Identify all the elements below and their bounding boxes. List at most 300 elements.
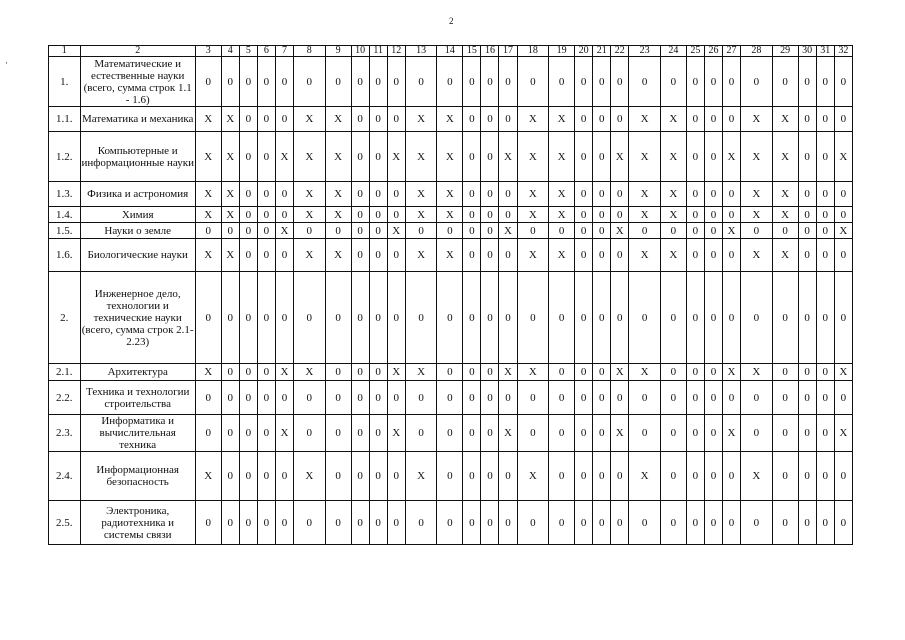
table-cell: 0 [549, 364, 575, 381]
table-cell: 0 [575, 452, 593, 501]
table-cell: X [325, 132, 351, 182]
table-cell: 0 [405, 272, 437, 364]
table-cell: 0 [798, 415, 816, 452]
table-cell: 0 [437, 381, 463, 415]
table-cell: 0 [294, 272, 326, 364]
table-cell: 0 [575, 223, 593, 239]
table-cell: X [405, 207, 437, 223]
table-cell: 0 [221, 272, 239, 364]
table-cell: 0 [549, 501, 575, 545]
table-cell: 0 [593, 207, 611, 223]
table-cell: 0 [660, 501, 686, 545]
table-cell: 0 [257, 452, 275, 501]
table-cell: X [405, 239, 437, 272]
column-header: 4 [221, 46, 239, 57]
table-cell: 0 [463, 381, 481, 415]
table-cell: X [660, 239, 686, 272]
table-cell: X [294, 132, 326, 182]
column-header: 20 [575, 46, 593, 57]
table-cell: X [629, 107, 661, 132]
row-name: Инженерное дело, технологии и технические науки (всего, сумма строк 2.1-2.23) [80, 272, 195, 364]
column-header: 31 [816, 46, 834, 57]
table-cell: 0 [239, 364, 257, 381]
table-cell: X [195, 182, 221, 207]
table-cell: 0 [660, 452, 686, 501]
table-cell: 0 [195, 57, 221, 107]
table-cell: 0 [798, 182, 816, 207]
table-cell: 0 [741, 501, 773, 545]
table-cell: 0 [294, 223, 326, 239]
table-cell: 0 [723, 272, 741, 364]
table-cell: 0 [325, 415, 351, 452]
row-code: 1.1. [49, 107, 81, 132]
table-cell: 0 [351, 57, 369, 107]
table-cell: 0 [351, 381, 369, 415]
table-cell: 0 [704, 239, 722, 272]
table-row [49, 452, 853, 501]
table-cell: 0 [387, 239, 405, 272]
table-cell: 0 [593, 272, 611, 364]
table-cell: X [387, 364, 405, 381]
table-cell: X [517, 107, 549, 132]
table-cell: 0 [387, 452, 405, 501]
table-cell: 0 [195, 415, 221, 452]
table-cell: 0 [611, 182, 629, 207]
table-cell: X [325, 107, 351, 132]
column-header: 9 [325, 46, 351, 57]
table-cell: 0 [686, 452, 704, 501]
table-cell: 0 [593, 501, 611, 545]
table-cell: 0 [723, 452, 741, 501]
table-cell: 0 [575, 381, 593, 415]
column-header: 6 [257, 46, 275, 57]
table-cell: 0 [629, 501, 661, 545]
table-cell: 0 [369, 107, 387, 132]
table-cell: 0 [660, 381, 686, 415]
table-cell: 0 [704, 501, 722, 545]
row-code: 2.2. [49, 381, 81, 415]
table-cell: 0 [704, 381, 722, 415]
table-cell: 0 [195, 223, 221, 239]
table-cell: 0 [575, 501, 593, 545]
table-cell: 0 [723, 381, 741, 415]
table-cell: 0 [686, 415, 704, 452]
table-cell: 0 [660, 415, 686, 452]
table-cell: X [517, 207, 549, 223]
table-cell: X [405, 107, 437, 132]
table-cell: 0 [704, 107, 722, 132]
table-cell: 0 [834, 182, 852, 207]
table-cell: 0 [816, 364, 834, 381]
table-cell: 0 [798, 132, 816, 182]
table-cell: 0 [405, 57, 437, 107]
table-cell: 0 [481, 57, 499, 107]
table-cell: 0 [499, 207, 517, 223]
row-code: 2. [49, 272, 81, 364]
column-header: 18 [517, 46, 549, 57]
table-cell: 0 [239, 107, 257, 132]
column-header: 21 [593, 46, 611, 57]
table-cell: 0 [660, 223, 686, 239]
table-cell: 0 [816, 132, 834, 182]
table-cell: 0 [387, 207, 405, 223]
table-cell: 0 [294, 501, 326, 545]
column-header: 2 [80, 46, 195, 57]
table-cell: X [275, 364, 293, 381]
table-row [49, 107, 853, 132]
row-name: Электроника, радиотехника и системы связи [80, 501, 195, 545]
table-row [49, 501, 853, 545]
table-cell: 0 [239, 223, 257, 239]
table-cell: 0 [463, 107, 481, 132]
column-header: 24 [660, 46, 686, 57]
table-cell: X [325, 182, 351, 207]
table-cell: 0 [772, 452, 798, 501]
table-cell: X [611, 132, 629, 182]
table-cell: 0 [575, 272, 593, 364]
table-cell: 0 [834, 239, 852, 272]
table-cell: 0 [575, 415, 593, 452]
header-row [49, 46, 853, 57]
table-cell: 0 [611, 452, 629, 501]
table-cell: 0 [816, 415, 834, 452]
table-cell: X [517, 364, 549, 381]
table-cell: 0 [325, 364, 351, 381]
table-cell: 0 [481, 182, 499, 207]
table-row [49, 57, 853, 107]
table-cell: 0 [834, 107, 852, 132]
table-cell: 0 [463, 415, 481, 452]
table-cell: 0 [221, 381, 239, 415]
table-cell: 0 [369, 452, 387, 501]
table-cell: 0 [437, 415, 463, 452]
table-cell: 0 [275, 182, 293, 207]
table-cell: 0 [686, 107, 704, 132]
table-cell: X [195, 132, 221, 182]
table-cell: 0 [369, 272, 387, 364]
table-cell: 0 [593, 57, 611, 107]
table-cell: X [723, 132, 741, 182]
column-header: 12 [387, 46, 405, 57]
table-cell: X [195, 107, 221, 132]
column-header: 17 [499, 46, 517, 57]
table-cell: 0 [798, 239, 816, 272]
table-cell: 0 [437, 223, 463, 239]
table-cell: 0 [481, 415, 499, 452]
table-cell: X [629, 207, 661, 223]
table-cell: 0 [593, 223, 611, 239]
table-cell: 0 [798, 272, 816, 364]
table-row [49, 415, 853, 452]
table-cell: 0 [772, 57, 798, 107]
table-cell: X [660, 207, 686, 223]
table-cell: X [387, 223, 405, 239]
table-cell: X [517, 452, 549, 501]
table-row [49, 182, 853, 207]
table-cell: 0 [481, 272, 499, 364]
table-cell: 0 [481, 207, 499, 223]
column-header: 28 [741, 46, 773, 57]
table-cell: 0 [704, 415, 722, 452]
table-cell: X [772, 107, 798, 132]
table-cell: 0 [351, 132, 369, 182]
table-cell: 0 [723, 501, 741, 545]
table-cell: 0 [275, 207, 293, 223]
table-cell: 0 [741, 415, 773, 452]
table-cell: 0 [275, 381, 293, 415]
table-cell: 0 [325, 223, 351, 239]
table-cell: 0 [686, 132, 704, 182]
row-code: 2.5. [49, 501, 81, 545]
table-cell: X [405, 364, 437, 381]
table-cell: 0 [517, 272, 549, 364]
table-cell: 0 [798, 381, 816, 415]
table-cell: X [221, 182, 239, 207]
table-cell: 0 [463, 239, 481, 272]
table-cell: 0 [499, 57, 517, 107]
table-cell: 0 [611, 272, 629, 364]
table-cell: 0 [275, 501, 293, 545]
table-cell: X [772, 132, 798, 182]
table-cell: 0 [369, 364, 387, 381]
table-cell: 0 [221, 415, 239, 452]
table-cell: X [660, 182, 686, 207]
table-cell: X [611, 223, 629, 239]
table-cell: 0 [686, 223, 704, 239]
table-cell: 0 [463, 132, 481, 182]
table-cell: 0 [816, 223, 834, 239]
table-cell: 0 [611, 381, 629, 415]
table-cell: 0 [387, 57, 405, 107]
table-cell: X [549, 132, 575, 182]
table-cell: 0 [499, 452, 517, 501]
table-cell: 0 [437, 452, 463, 501]
table-cell: 0 [575, 57, 593, 107]
table-cell: X [834, 223, 852, 239]
table-cell: 0 [723, 207, 741, 223]
table-cell: 0 [629, 272, 661, 364]
table-cell: 0 [351, 107, 369, 132]
table-cell: 0 [549, 415, 575, 452]
table-cell: 0 [275, 452, 293, 501]
table-cell: 0 [704, 207, 722, 223]
table-cell: 0 [593, 452, 611, 501]
table-cell: X [221, 107, 239, 132]
table-cell: 0 [221, 452, 239, 501]
table-cell: X [437, 107, 463, 132]
column-header: 11 [369, 46, 387, 57]
table-cell: 0 [239, 272, 257, 364]
table-cell: 0 [593, 107, 611, 132]
table-row [49, 381, 853, 415]
table-cell: 0 [463, 452, 481, 501]
table-cell: 0 [499, 239, 517, 272]
table-cell: 0 [611, 107, 629, 132]
table-cell: 0 [816, 107, 834, 132]
column-header: 1 [49, 46, 81, 57]
row-code: 1. [49, 57, 81, 107]
table-cell: X [275, 132, 293, 182]
table-cell: 0 [195, 272, 221, 364]
table-cell: 0 [772, 415, 798, 452]
table-cell: X [275, 415, 293, 452]
column-header: 7 [275, 46, 293, 57]
table-cell: 0 [723, 182, 741, 207]
table-cell: X [834, 415, 852, 452]
table-cell: 0 [481, 381, 499, 415]
data-table [48, 45, 853, 545]
table-cell: X [221, 207, 239, 223]
column-header: 3 [195, 46, 221, 57]
table-cell: 0 [257, 364, 275, 381]
table-cell: 0 [816, 207, 834, 223]
table-cell: 0 [257, 207, 275, 223]
table-cell: 0 [195, 381, 221, 415]
table-cell: 0 [816, 501, 834, 545]
table-cell: X [549, 107, 575, 132]
table-cell: X [772, 182, 798, 207]
table-cell: X [499, 415, 517, 452]
table-cell: 0 [593, 132, 611, 182]
table-cell: 0 [816, 57, 834, 107]
table-cell: 0 [294, 415, 326, 452]
table-cell: 0 [549, 381, 575, 415]
table-cell: X [195, 364, 221, 381]
column-header: 26 [704, 46, 722, 57]
table-cell: 0 [499, 381, 517, 415]
table-cell: 0 [704, 132, 722, 182]
row-code: 2.3. [49, 415, 81, 452]
table-cell: 0 [686, 272, 704, 364]
table-cell: X [387, 415, 405, 452]
table-cell: 0 [704, 182, 722, 207]
table-cell: 0 [325, 452, 351, 501]
table-cell: X [741, 132, 773, 182]
column-header: 32 [834, 46, 852, 57]
table-cell: 0 [239, 501, 257, 545]
table-cell: 0 [629, 381, 661, 415]
page-number: 2 [449, 16, 454, 26]
table-cell: X [611, 364, 629, 381]
table-cell: X [499, 364, 517, 381]
table-cell: 0 [405, 501, 437, 545]
table-cell: 0 [221, 364, 239, 381]
table-cell: 0 [549, 223, 575, 239]
table-cell: 0 [239, 132, 257, 182]
table-cell: X [834, 132, 852, 182]
table-cell: 0 [481, 452, 499, 501]
table-cell: 0 [325, 57, 351, 107]
row-code: 2.4. [49, 452, 81, 501]
table-cell: X [723, 364, 741, 381]
table-cell: 0 [611, 207, 629, 223]
table-cell: 0 [239, 452, 257, 501]
table-cell: X [294, 364, 326, 381]
table-cell: X [499, 132, 517, 182]
table-cell: 0 [517, 223, 549, 239]
row-name: Информационная безопасность [80, 452, 195, 501]
table-cell: 0 [834, 272, 852, 364]
table-cell: 0 [239, 415, 257, 452]
table-cell: X [723, 415, 741, 452]
table-cell: X [611, 415, 629, 452]
table-cell: 0 [387, 381, 405, 415]
table-cell: 0 [257, 132, 275, 182]
table-cell: 0 [723, 57, 741, 107]
table-cell: X [195, 207, 221, 223]
table-cell: X [405, 452, 437, 501]
table-cell: 0 [593, 182, 611, 207]
table-row [49, 239, 853, 272]
table-cell: 0 [686, 182, 704, 207]
table-cell: 0 [405, 223, 437, 239]
table-cell: 0 [575, 132, 593, 182]
table-cell: 0 [405, 381, 437, 415]
table-cell: 0 [351, 182, 369, 207]
table-cell: X [660, 132, 686, 182]
table-cell: 0 [437, 57, 463, 107]
table-cell: 0 [387, 272, 405, 364]
table-cell: 0 [517, 501, 549, 545]
table-cell: 0 [195, 501, 221, 545]
table-cell: 0 [517, 57, 549, 107]
table-cell: X [741, 239, 773, 272]
table-cell: 0 [239, 207, 257, 223]
table-cell: 0 [221, 223, 239, 239]
table-cell: 0 [369, 223, 387, 239]
table-cell: X [294, 207, 326, 223]
table-cell: 0 [772, 272, 798, 364]
row-code: 1.5. [49, 223, 81, 239]
table-cell: 0 [275, 107, 293, 132]
table-cell: X [549, 239, 575, 272]
table-cell: 0 [257, 239, 275, 272]
table-cell: 0 [549, 57, 575, 107]
table-cell: 0 [387, 182, 405, 207]
table-cell: 0 [798, 364, 816, 381]
table-cell: 0 [575, 364, 593, 381]
table-cell: 0 [351, 452, 369, 501]
table-cell: 0 [257, 415, 275, 452]
table-cell: 0 [723, 107, 741, 132]
table-cell: 0 [704, 223, 722, 239]
table-cell: 0 [834, 57, 852, 107]
row-name: Техника и технологии строительства [80, 381, 195, 415]
table-cell: 0 [463, 57, 481, 107]
column-header: 29 [772, 46, 798, 57]
table-cell: X [437, 239, 463, 272]
column-header: 22 [611, 46, 629, 57]
table-cell: X [437, 207, 463, 223]
table-row [49, 132, 853, 182]
table-cell: 0 [239, 239, 257, 272]
table-cell: 0 [816, 272, 834, 364]
table-cell: 0 [686, 364, 704, 381]
table-cell: 0 [239, 57, 257, 107]
table-cell: 0 [611, 501, 629, 545]
table-cell: X [660, 107, 686, 132]
table-cell: X [549, 207, 575, 223]
table-cell: X [294, 239, 326, 272]
table-cell: 0 [686, 207, 704, 223]
table-cell: 0 [772, 381, 798, 415]
table-cell: 0 [772, 364, 798, 381]
table-cell: X [549, 182, 575, 207]
column-header: 5 [239, 46, 257, 57]
table-cell: 0 [257, 223, 275, 239]
table-cell: 0 [405, 415, 437, 452]
row-code: 1.6. [49, 239, 81, 272]
